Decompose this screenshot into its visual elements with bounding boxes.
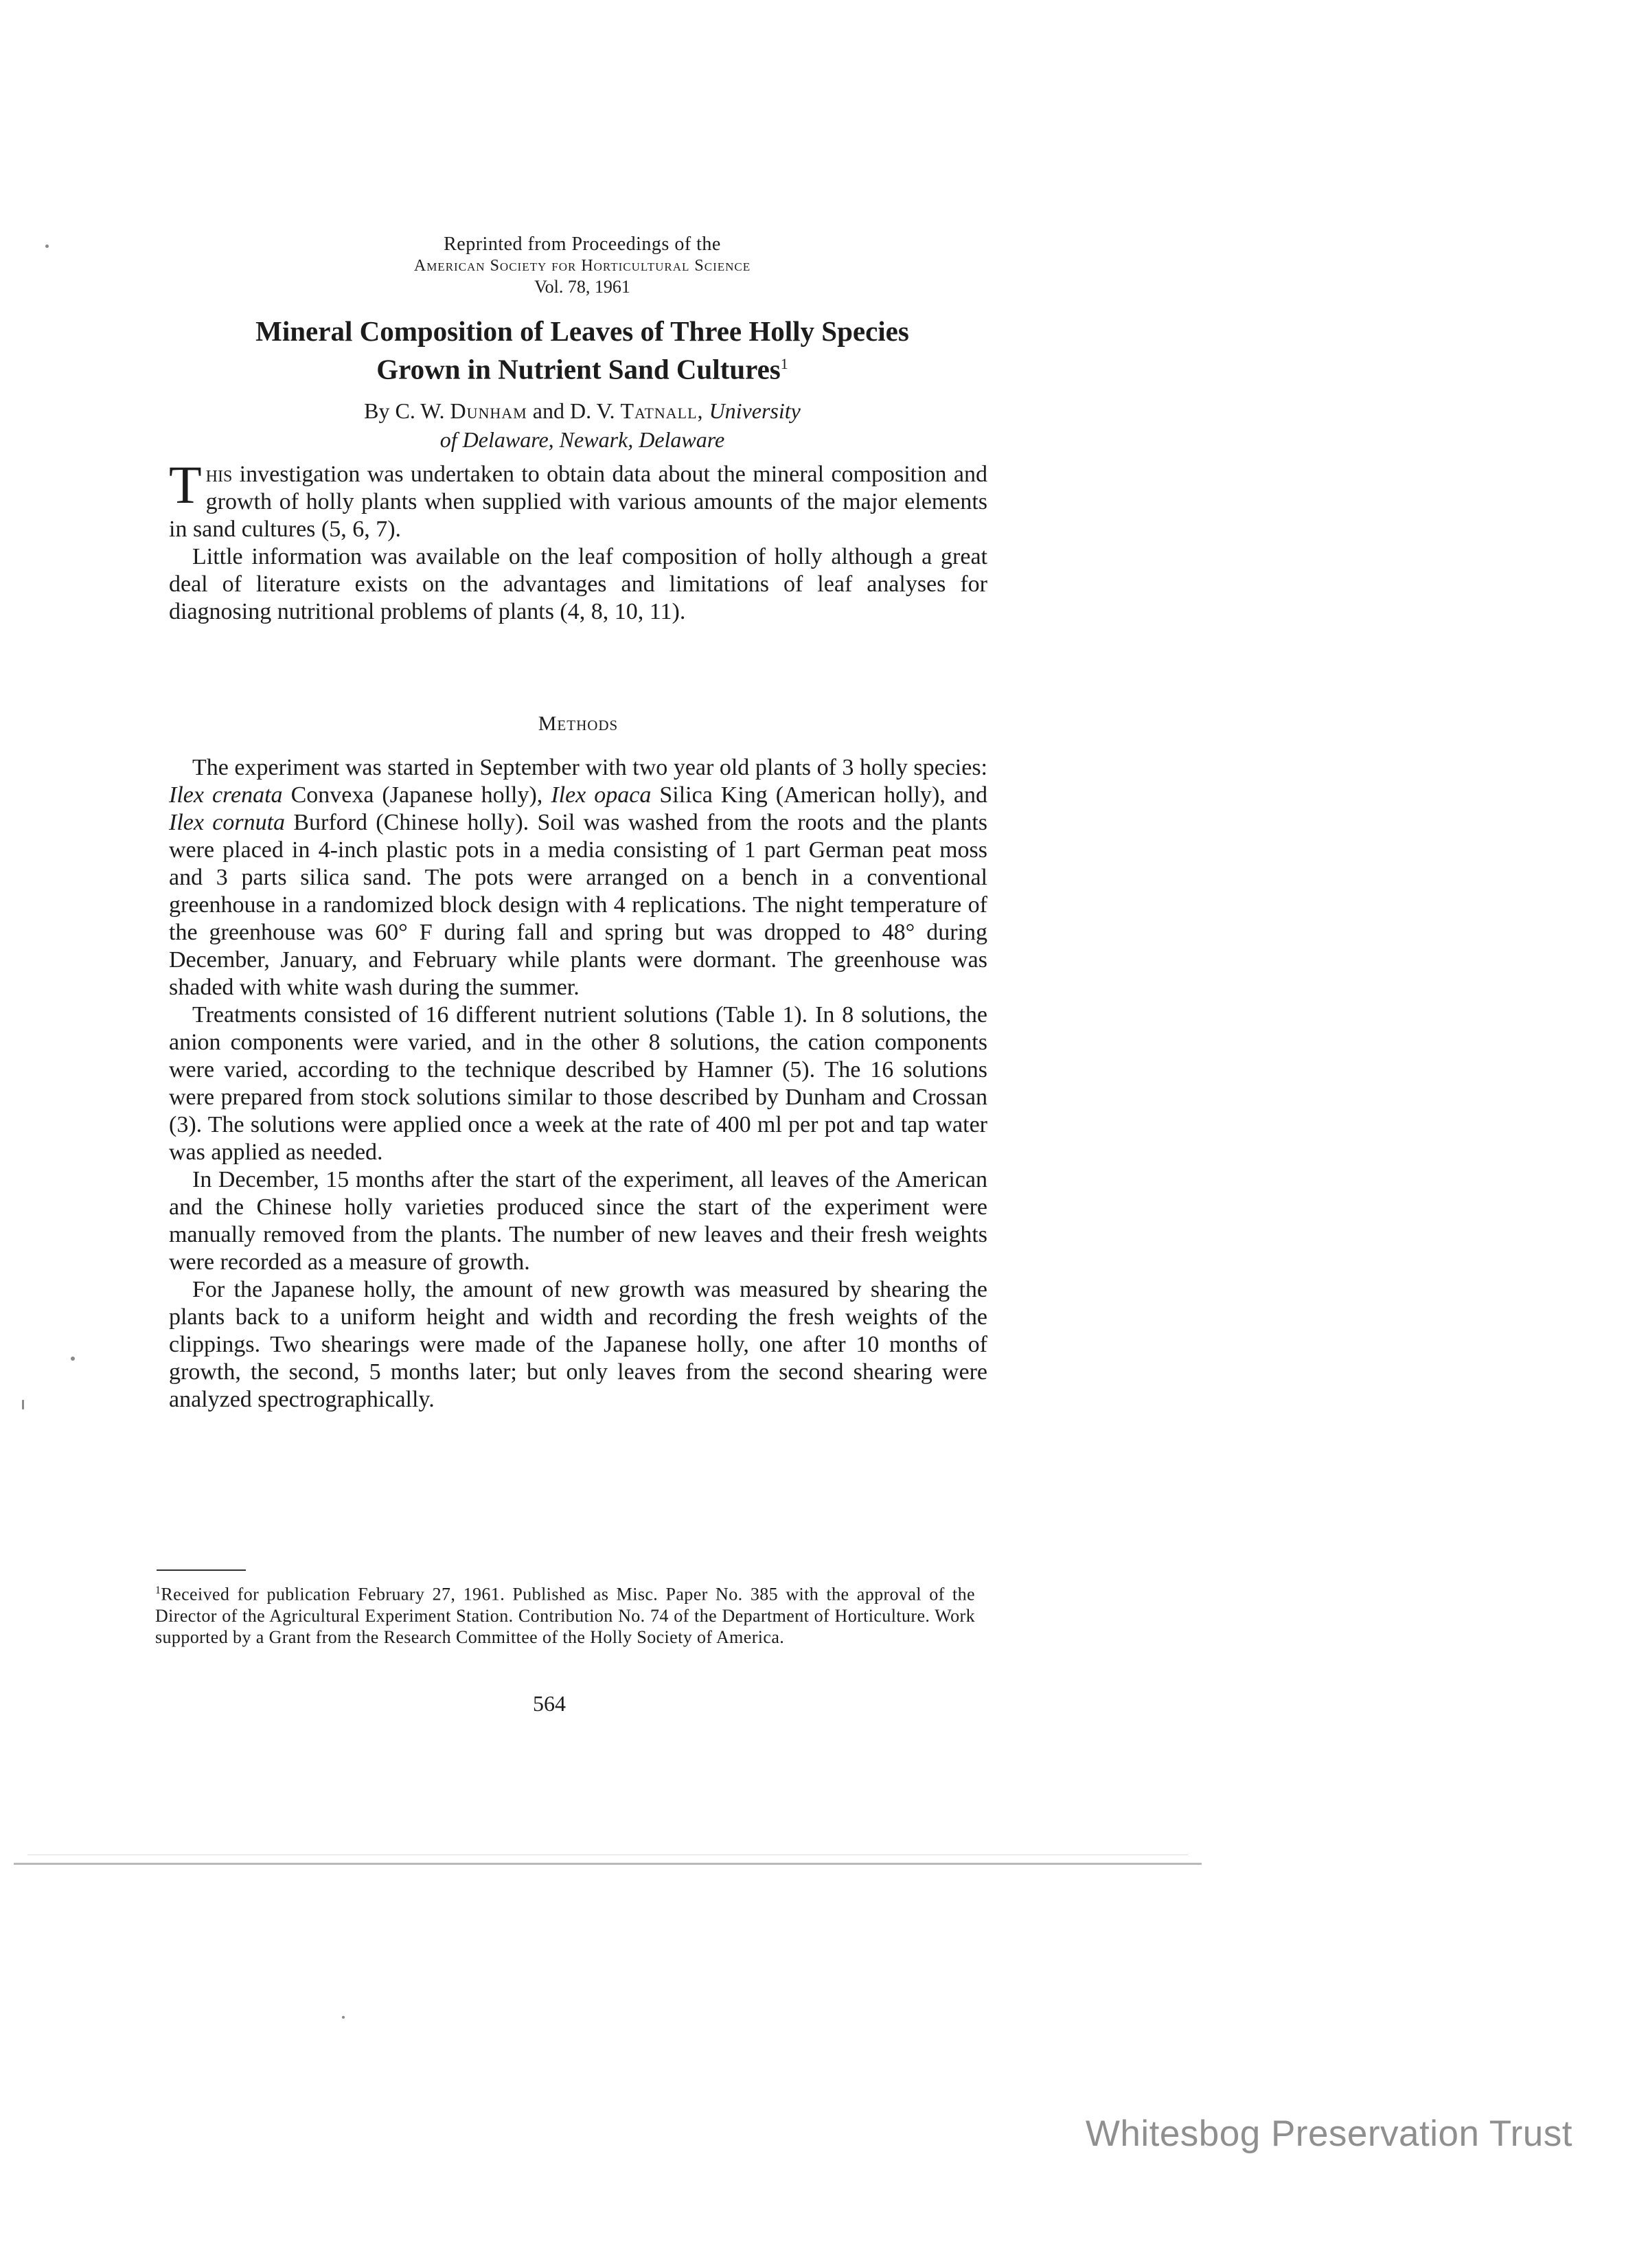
scan-speck: [71, 1357, 75, 1361]
scan-page-edge: [14, 1863, 1202, 1865]
affiliation-line-1: University: [709, 398, 801, 423]
reprint-header: [172, 234, 993, 298]
reprint-line: Reprinted from Proceedings of the: [444, 234, 721, 255]
scan-speck: [45, 245, 49, 248]
methods-paragraph-3: In December, 15 months after the start of the experiment, all leaves of the American and the Chinese holly varieties produced since the start of the experiment were manually removed from the plants. The number of new leaves and their fresh weights were recorded as a measure of growth.: [169, 1167, 987, 1275]
footnote-text: Received for publication February 27, 1961. Published as Misc. Paper No. 385 with the approval of the Director of the Agricultural Experiment Station. Contribution No. 74 of the Department of Horticulture. Work supported by a Grant from the Research Committee of the Holly Society of America.: [155, 1584, 975, 1647]
byline-and: and D. V.: [532, 398, 615, 423]
species-name: Ilex crenata: [169, 782, 283, 808]
species-name: Ilex cornuta: [169, 810, 286, 835]
text-run: Silica King (American holly), and: [651, 782, 987, 808]
footnote-rule: [157, 1569, 246, 1571]
section-heading-methods: Methods: [538, 712, 619, 735]
scan-speck: [22, 1400, 24, 1409]
page-number: 564: [533, 1691, 566, 1716]
intro-paragraph-1-text: investigation was undertaken to obtain data about the mineral composition and growth of holly plants when supplied with various amounts of the major elements in sand cultures (5, 6, 7).: [169, 462, 987, 542]
byline-prefix: By C. W.: [364, 398, 445, 423]
journal-name: American Society for Horticultural Science: [413, 257, 751, 275]
text-run: Convexa (Japanese holly),: [282, 782, 551, 808]
title-line-2: Grown in Nutrient Sand Cultures: [376, 353, 781, 385]
author-2: Tatnall,: [620, 398, 704, 423]
text-run: Burford (Chinese holly). Soil was washed from the roots and the plants were placed in 4-inch plastic pots in a media consisting of 1 part German peat moss and 3 parts silica sand. The pots were arranged on a bench in a conventional greenhouse in a randomized block design with 4 replications. The night temperature of the greenhouse was 60° F during fall and spring but was dropped to 48° during December, January, and February while plants were dormant. The greenhouse was shaded with white wash during the summer.: [169, 810, 987, 1000]
byline: [206, 396, 959, 454]
scan-speck: [342, 2016, 345, 2019]
methods-paragraph-4: For the Japanese holly, the amount of new growth was measured by shearing the plants back to a uniform height and width and recording the fresh weights of the clippings. Two shearings were made of the Japanese holly, one after 10 months of growth, the second, 5 months later; but only leaves from the second shearing were analyzed spectrographically.: [169, 1277, 987, 1412]
volume-line: Vol. 78, 1961: [534, 277, 630, 297]
drop-cap: T: [169, 455, 202, 514]
intro-paragraph-1: [169, 455, 987, 543]
affiliation-line-2: of Delaware, Newark, Delaware: [439, 427, 725, 452]
methods-paragraph-1: [169, 754, 987, 1001]
title-footnote-mark: 1: [780, 355, 788, 372]
intro-paragraph-2: Little information was available on the leaf composition of holly although a great deal of literature exists on the advantages and limitations of leaf analyses for diagnosing nutritional problems of plants (4, 8, 10, 11).: [169, 544, 987, 624]
text-run: The experiment was started in September with two year old plants of 3 holly species:: [192, 755, 987, 780]
author-1: Dunham: [450, 398, 527, 423]
title-line-1: Mineral Composition of Leaves of Three Holly Species: [255, 315, 909, 347]
intro-first-word: his: [205, 462, 233, 487]
methods-paragraph-2: Treatments consisted of 16 different nutrient solutions (Table 1). In 8 solutions, the anion components were varied, and in the other 8 solutions, the cation components were varied, according to the technique described by Hamner (5). The 16 solutions were prepared from stock solutions similar to those described by Dunham and Crossan (3). The solutions were applied once a week at the rate of 400 ml per pot and tap water was applied as needed.: [169, 1002, 987, 1165]
footnote: [155, 1580, 975, 1648]
footnote-mark: 1: [155, 1585, 161, 1596]
methods-section: [169, 754, 987, 1414]
species-name: Ilex opaca: [551, 782, 652, 808]
watermark: Whitesbog Preservation Trust: [1085, 2113, 1572, 2154]
intro-section: [169, 455, 987, 626]
paper-title: [172, 315, 993, 386]
